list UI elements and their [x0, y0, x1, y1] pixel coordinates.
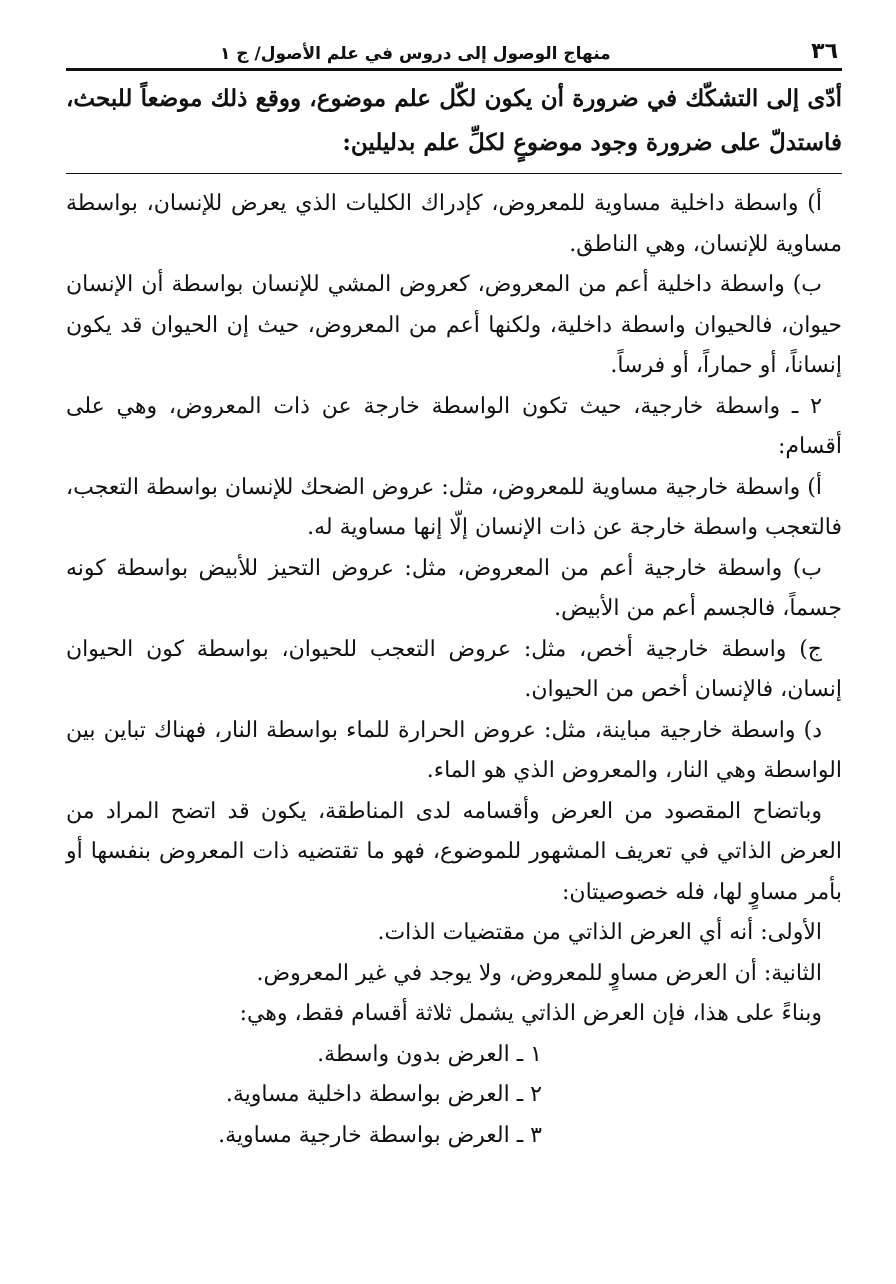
- paragraph: أ) واسطة داخلية مساوية للمعروض، كإدراك الكليات الذي يعرض للإنسان، بواسطة مساوية للإنسان، وهي الناطق.: [66, 191, 842, 257]
- paragraph: ب) واسطة خارجية أعم من المعروض، مثل: عروض التحيز للأبيض بواسطة كونه جسماً، فالجسم أعم من الأبيض.: [66, 555, 842, 621]
- paragraph: ب) واسطة داخلية أعم من المعروض، كعروض المشي للإنسان بواسطة أن الإنسان حيوان، فالحيوان واسطة داخلية، ولكنها أعم من المعروض، حيث إن الحيوان قد يكون إنساناً، أو حماراً، أو فرساً.: [66, 272, 842, 378]
- paragraph: وباتضاح المقصود من العرض وأقسامه لدى المناطقة، يكون قد اتضح المراد من العرض الذاتي في تعريف المشهور للموضوع، فهو ما تقتضيه ذات المعروض بنفسها أو بأمر مساوٍ لها، فله خصوصيتان:: [66, 798, 842, 905]
- list-item: ١ ـ العرض بدون واسطة.: [317, 1041, 542, 1067]
- header-rule: [66, 68, 842, 71]
- page-number: ٣٦: [811, 39, 838, 64]
- paragraph: ٢ ـ واسطة خارجية، حيث تكون الواسطة خارجة عن ذات المعروض، وهي على أقسام:: [66, 393, 842, 459]
- carryover-text: أدّى إلى التشكّك في ضرورة أن يكون لكّل علم موضوع، ووقع ذلك موضعاً للبحث، فاستدلّ على ضرورة وجود موضوعٍ لكلِّ علم بدليلين:: [66, 85, 842, 156]
- running-header: [66, 30, 842, 64]
- paragraph: د) واسطة خارجية مباينة، مثل: عروض الحرارة للماء بواسطة النار، فهناك تباين بين الواسطة وهي النار، والمعروض الذي هو الماء.: [66, 717, 842, 783]
- paragraph: ج) واسطة خارجية أخص، مثل: عروض التعجب للحيوان، بواسطة كون الحيوان إنسان، فالإنسان أخص من الحيوان.: [66, 636, 842, 702]
- separator-rule: [66, 173, 842, 174]
- running-title: منهاج الوصول إلى دروس في علم الأصول/ ج ١: [220, 44, 611, 64]
- paragraph: الثانية: أن العرض مساوٍ للمعروض، ولا يوجد في غير المعروض.: [256, 960, 822, 986]
- paragraph: أ) واسطة خارجية مساوية للمعروض، مثل: عروض الضحك للإنسان بواسطة التعجب، فالتعجب واسطة خارجة عن ذات الإنسان إلّا إنها مساوية له.: [66, 474, 842, 540]
- list-item: ٢ ـ العرض بواسطة داخلية مساوية.: [225, 1082, 542, 1107]
- paragraph: وبناءً على هذا، فإن العرض الذاتي يشمل ثلاثة أقسام فقط، وهي:: [239, 1001, 822, 1026]
- book-page: [66, 30, 842, 1156]
- list-item: ٣ ـ العرض بواسطة خارجية مساوية.: [218, 1122, 542, 1148]
- body-text: [66, 184, 842, 1156]
- paragraph: الأولى: أنه أي العرض الذاتي من مقتضيات الذات.: [377, 920, 822, 945]
